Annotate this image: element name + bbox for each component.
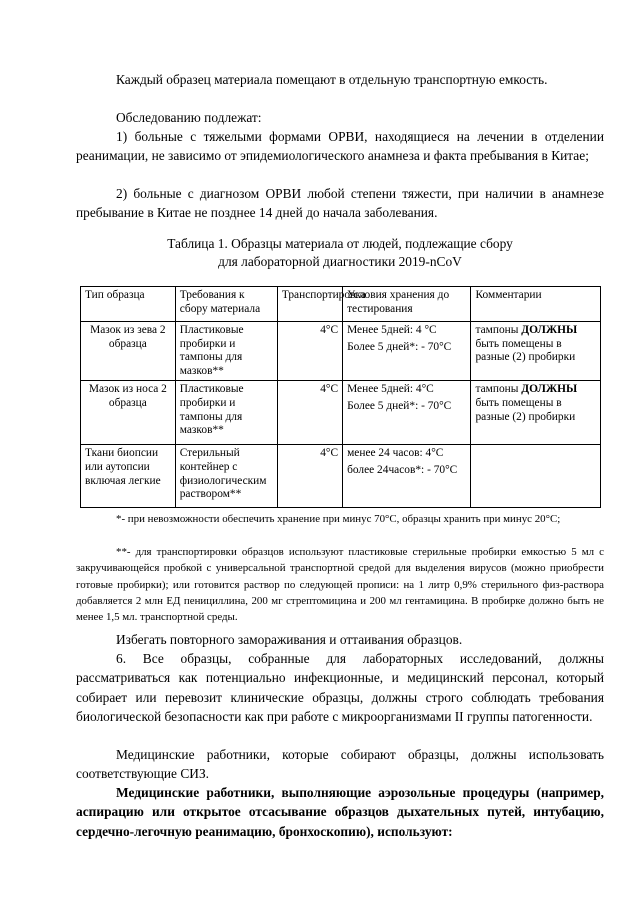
footnote-2: **- для транспортировки образцов используют пластиковые стерильные пробирки емкостью 5 мл с закручивающейся пробкой с универсальной транспортной средой для выделения вирусов (можно приобрести готовые пробирки); или готовится раствор по следующей прописи: на 1 литр 0,9% стерильного физ-раствора добавляется 2 млн ЕД пенициллина, 200 мг стрептомицина и 200 мл гентамицина. В пробирке должно быть не менее 1,5 мл. транспортной среды. [76,546,604,624]
cell-comment-empty [471,445,601,508]
comment-bold: ДОЛЖНЫ [521,383,578,396]
table-row [81,322,601,381]
cell-sample-type: Мазок из носа 2 образца [81,381,176,445]
comment-text-b: быть помещены в разные (2) пробирки [475,337,576,364]
storage-short: менее 24 часов: 4°С [347,447,444,460]
cell-requirements: Пластиковые пробирки и тампоны для мазков** [175,322,277,381]
paragraph-freeze: Избегать повторного замораживания и оттаивания образцов. [116,632,463,647]
cell-requirements: Пластиковые пробирки и тампоны для мазков** [175,381,277,445]
comment-text-a: тампоны [475,324,522,336]
header-comments: Комментарии [471,287,601,322]
table-caption [76,235,604,271]
paragraph-aerosol: Медицинские работники, выполняющие аэрозольные процедуры (например, аспирацию или открытое отсасывание образцов дыхательных путей, интубацию, сердечно-легочную реанимацию, бронхоскопию), используют: [76,785,604,839]
cell-sample-type: Мазок из зева 2 образца [81,322,176,381]
paragraph-container: Каждый образец материала помещают в отдельную транспортную емкость. [116,72,548,87]
paragraph-biosafety: 6. Все образцы, собранные для лабораторных исследований, должны рассматриваться как потенциально инфекционные, и медицинский персонал, который собирает или перевозит клинические образцы, должны строго соблюдать требования биологической безопасности как при работе с микроорганизмами II группы патогенности. [76,651,604,724]
paragraph-ppe: Медицинские работники, которые собирают образцы, должны использовать соответствующие СИЗ. [76,747,604,782]
cell-storage [343,322,471,381]
table-caption-line-1: Таблица 1. Образцы материала от людей, подлежащие сбору [167,236,513,251]
paragraph-criterion-2: 2) больные с диагнозом ОРВИ любой степени тяжести, при наличии в анамнезе пребывание в Китае не позднее 14 дней до начала заболевания. [76,186,604,221]
table-row [81,445,601,508]
storage-short: Менее 5дней: 4°С [347,383,434,396]
table-row [81,381,601,445]
cell-requirements: Стерильный контейнер с физиологическим раствором** [175,445,277,508]
storage-long: Более 5 дней*: - 70°С [347,340,452,353]
header-requirements: Требования к сбору материала [175,287,277,322]
cell-comment [471,381,601,445]
comment-bold: ДОЛЖНЫ [521,324,578,336]
storage-long: Более 5 дней*: - 70°С [347,399,452,412]
cell-transport: 4°С [277,322,342,381]
cell-comment [471,322,601,381]
table-caption-line-2: для лабораторной диагностики 2019-nCoV [218,254,462,269]
storage-long: более 24часов*: - 70°С [347,463,458,476]
storage-short: Менее 5дней: 4 °С [347,324,437,336]
cell-sample-type: Ткани биопсии или аутопсии включая легкие [81,445,176,508]
cell-storage [343,381,471,445]
header-storage: Условия хранения до тестирования [343,287,471,322]
comment-text-a: тампоны [475,383,522,396]
cell-transport: 4°С [277,381,342,445]
samples-table [80,286,601,508]
paragraph-examination: Обследованию подлежат: [116,110,262,125]
paragraph-criterion-1: 1) больные с тяжелыми формами ОРВИ, находящиеся на лечении в отделении реанимации, не зависимо от эпидемиологического анамнеза и факта пребывания в Китае; [76,129,604,164]
table-header-row [81,287,601,322]
footnote-1: *- при невозможности обеспечить хранение при минус 70°С, образцы хранить при минус 20°С; [116,513,561,525]
cell-transport: 4°С [277,445,342,508]
header-transport: Транспортировка [277,287,342,322]
header-sample-type: Тип образца [81,287,176,322]
comment-text-b: быть помещены в разные (2) пробирки [475,396,576,423]
cell-storage [343,445,471,508]
